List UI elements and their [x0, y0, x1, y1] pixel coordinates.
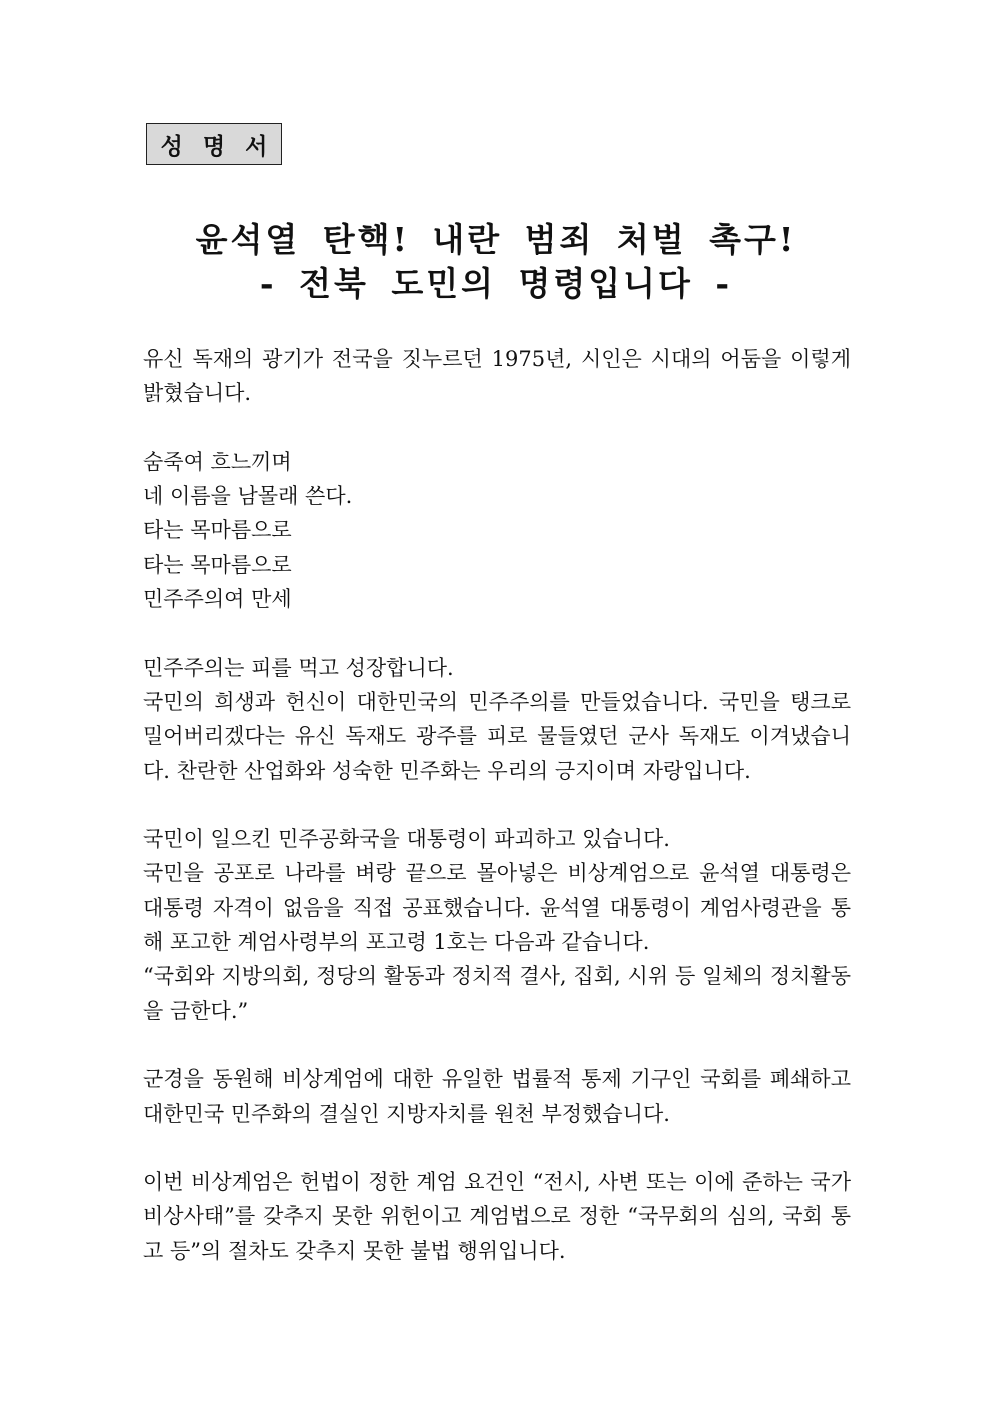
poem-line: 타는 목마름으로: [143, 552, 292, 577]
paragraph-spacer: [143, 1131, 851, 1165]
paragraph-spacer: [143, 616, 851, 650]
paragraph: 이번 비상계엄은 헌법이 정한 계엄 요건인 “전시, 사변 또는 이에 준하는 국가 비상사태”를 갖추지 못한 위헌이고 계엄법으로 정한 “국무회의 심의, 국회 통고 등”의 절차도 갖추지 못한 불법 행위입니다.: [143, 1170, 851, 1263]
paragraph-spacer: [143, 411, 851, 445]
poem-line: 민주주의여 만세: [143, 587, 292, 612]
quoted-decree: “국회와 지방의회, 정당의 활동과 정치적 결사, 집회, 시위 등 일체의 정치활동을 금한다.”: [143, 964, 851, 1023]
statement-label: 성 명 서: [146, 123, 282, 165]
poem-line: 숨죽여 흐느끼며: [143, 449, 292, 474]
paragraph-spacer: [143, 788, 851, 822]
paragraph-spacer: [143, 1028, 851, 1062]
paragraph: 국민이 일으킨 민주공화국을 대통령이 파괴하고 있습니다.: [143, 827, 670, 852]
paragraph: 군경을 동원해 비상계엄에 대한 유일한 법률적 통제 기구인 국회를 폐쇄하고 대한민국 민주화의 결실인 지방자치를 원천 부정했습니다.: [143, 1067, 851, 1126]
poem-line: 타는 목마름으로: [143, 518, 292, 543]
page-subtitle: - 전북 도민의 명령입니다 -: [259, 264, 733, 303]
paragraph: 국민을 공포로 나라를 벼랑 끝으로 몰아넣은 비상계엄으로 윤석열 대통령은 대통령 자격이 없음을 직접 공표했습니다. 윤석열 대통령이 계엄사령관을 통해 포고한 계엄사령부의 포고령 1호는 다음과 같습니다.: [143, 861, 851, 955]
page-title: 윤석열 탄핵! 내란 범죄 처벌 촉구!: [195, 220, 797, 259]
paragraph: 민주주의는 피를 먹고 성장합니다.: [143, 655, 454, 680]
poem-line: 네 이름을 남몰래 쓴다.: [143, 484, 353, 509]
paragraph: 유신 독재의 광기가 전국을 짓누르던 1975년, 시인은 시대의 어둠을 이렇게 밝혔습니다.: [143, 347, 851, 406]
statement-body: [143, 342, 851, 1268]
paragraph: 국민의 희생과 헌신이 대한민국의 민주주의를 만들었습니다. 국민을 탱크로 밀어버리겠다는 유신 독재도 광주를 피로 물들였던 군사 독재도 이겨냈습니다. 찬란한 산업화와 성숙한 민주화는 우리의 긍지이며 자랑입니다.: [143, 689, 851, 783]
